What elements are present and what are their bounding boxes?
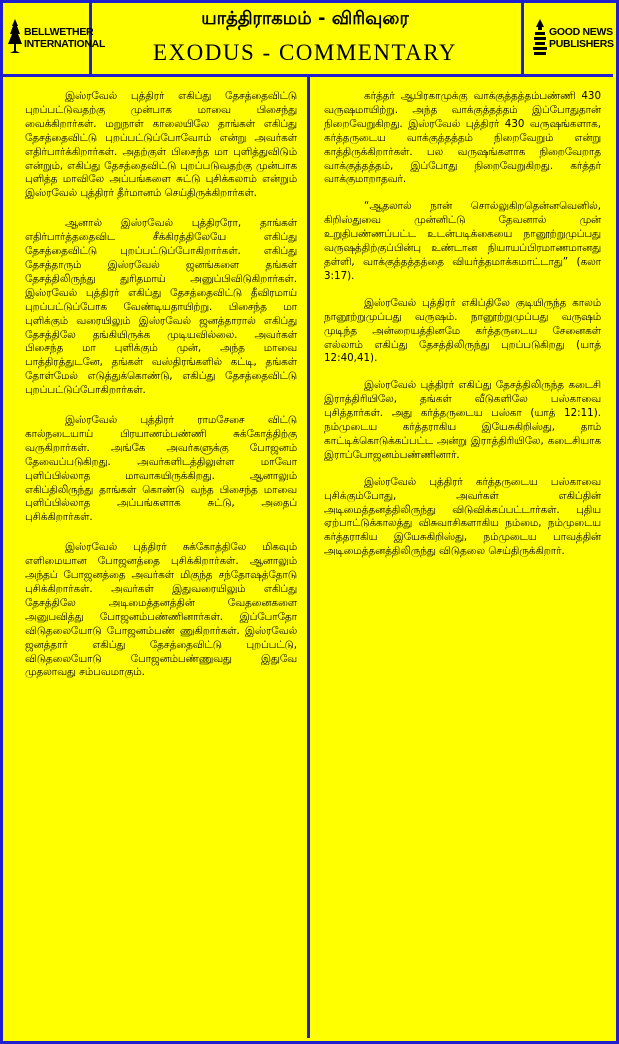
good-news-logo-line1: GOOD NEWS (549, 26, 613, 38)
paragraph: இஸ்ரவேல் புத்திரர் எகிப்திலே குடியிருந்த காலம் நானூற்றுமுப்பது வருஷம். நானூற்றுமுப்பது வருஷம் முடிந்த அன்றையத்தினமே கர்த்தருடைய சேனைகள் எல்லாம் எகிப்து தேசத்திலிருந்து புறப்படுகிறது (யாத் 12:40,41). (324, 296, 601, 365)
page-title-english: EXODUS - COMMENTARY (153, 40, 457, 65)
paragraph: ஆனால் இஸ்ரவேல் புத்திரரோ, தாங்கள் எதிர்பார்த்ததைவிட சீக்கிரத்திலேயே எகிப்து தேசத்தைவிட்டு புறப்பட்டுப்போகிறார்கள். எகிப்து தேசத்தாரும் இஸ்ரவேல் ஜனங்களை தங்கள் தேசத்திலிருந்து துரிதமாய் அனுப்பிவிடுகிறார்கள். இஸ்ரவேல் புத்திரர் எகிப்து தேசத்தைவிட்டு தீவிரமாய் புறப்பட்டுப்போக வேண்டியதாயிற்று. பிசைந்த மா புளிக்கும் வரையிலும் இஸ்ரவேல் ஜனத்தாரால் எகிப்து தேசத்திலே தங்கியிருக்க முடியவில்லை. அவர்கள் பிசைந்த மா புளிக்கும் முன், அந்த மாவை பாத்திரத்துடனே, தங்கள் வஸ்திரங்களில் கட்டி, தங்கள் தோள்மேல் எடுத்துக்கொண்டு, எகிப்து தேசத்தைவிட்டு புறப்பட்டுப்போகிறார்கள். (25, 217, 297, 397)
paragraph: இஸ்ரவேல் புத்திரர் கர்த்தருடைய பஸ்காவை புசிக்கும்போது, அவர்கள் எகிப்தின் அடிமைத்தனத்திலிருந்து விடுவிக்கப்பட்டார்கள். புதிய ஏற்பாட்டுக்காலத்து விசுவாசிகளாகிய நம்மை, நம்முடைய கர்த்தராகிய இயேசுகிறிஸ்து, நம்முடைய பாவத்தின் அடிமைத்தனத்திலிருந்து விடுதலை செய்திருக்கிறார். (324, 475, 601, 558)
bellwether-logo-line1: BELLWETHER (24, 26, 94, 38)
paragraph: இஸ்ரவேல் புத்திரர் சுக்கோத்திலே மிகவும் எளிமையான போஜனத்தை புசிக்கிறார்கள். ஆனாலும் அந்தப் போஜனத்தை அவர்கள் மிகுந்த சந்தோஷத்தோடு புசிக்கிறார்கள். அவர்கள் இதுவரையிலும் எகிப்து தேசத்திலே அடிமைத்தனத்தின் வேதனைகளை அனுபவித்து போஜனம்பண்ணினார்கள். இப்போதோ விடுதலையோடு போஜனம்பண் ணுகிறார்கள். இஸ்ரவேல் ஜனத்தார் எகிப்து தேசத்தைவிட்டு புறப்பட்டு, விடுதலையோடு போஜனம்பண்ணுவது இதுவே முதலாவது சம்பவமாகும். (25, 541, 297, 679)
page-header (0, 0, 613, 77)
bellwether-logo (0, 0, 106, 74)
paragraph: இஸ்ரவேல் புத்திரர் எகிப்து தேசத்தைவிட்டு புறப்பட்டுவதற்கு முன்பாக மாவை பிசைந்து வைக்கிறார்கள். மறுநாள் காலையிலே தாங்கள் எகிப்து தேசத்தைவிட்டு புறப்பட்டுப்போவோம் என்று அவர்கள் எதிர்பார்க்கிறார்கள். அதற்குள் பிசைந்த மா புளித்துவிடும் என்றும், எகிப்து தேசத்தைவிட்டு புறப்படுவதற்கு முன்பாக புளித்த மாவிலே அப்பங்களை சுட்டு புசிக்கலாம் என்றும் இஸ்ரவேல் புத்திரர் தீர்மானம் செய்திருக்கிறார்கள். (25, 90, 297, 200)
book-stack-icon (532, 18, 548, 56)
left-column (3, 77, 307, 696)
bellwether-logo-line2: INTERNATIONAL (24, 38, 106, 50)
right-column (310, 77, 613, 572)
paragraph: “ஆதலால் நான் சொல்லுகிறதென்னவெனில், கிறிஸ்துவை முன்னிட்டு தேவனால் முன் உறுதிபண்ணப்பட்ட உடன்படிக்கையை நானூற்றுமுப்பது வருஷத்திற்குப்பின்பு உண்டான நியாயப்பிரமாணமானது தள்ளி, வாக்குத்தத்தத்தை வியர்த்தமாக்கமாட்டாது” (கலா 3:17). (324, 200, 601, 282)
bellwether-icon (7, 18, 23, 54)
good-news-logo-text (549, 26, 614, 50)
title-area (92, 0, 518, 74)
good-news-logo (521, 0, 613, 74)
paragraph: கர்த்தர் ஆபிரகாமுக்கு வாக்குத்தத்தம்பண்ணி 430 வருஷமாயிற்று. அந்த வாக்குத்தத்தம் இப்போதுதான் நிறைவேறுகிறது. இஸ்ரவேல் புத்திரர் 430 வருஷங்களாக, கர்த்தருடைய வாக்குத்தத்தம் நிறைவேறும் என்று காத்திருக்கிறார்கள். பல வருஷங்களாக நிறைவேறாத வாக்குத்தத்தம், இப்போது நிறைவேறுகிறது. கர்த்தர் வாக்குமாறாதவர். (324, 90, 601, 186)
paragraph: இஸ்ரவேல் புத்திரர் எகிப்து தேசத்திலிருந்த கடைசி இராத்திரியிலே, தங்கள் வீடுகளிலே பஸ்காவை புசித்தார்கள். அது கர்த்தருடைய பஸ்கா (யாத் 12:11). நம்முடைய கர்த்தராகிய இயேசுகிறிஸ்து, தாம் காட்டிக்கொடுக்கப்பட்ட அன்று இராத்திரியிலே, கடைசியாக இராப்போஜனம்பண்ணினார். (324, 379, 601, 461)
paragraph: இஸ்ரவேல் புத்திரர் ராமசேசை விட்டு கால்நடையாய் பிரயாணம்பண்ணி சுக்கோத்திற்கு வருகிறார்கள். அங்கே அவர்களுக்கு போஜனம் தேவைப்படுகிறது. அவர்களிடத்திலுள்ள மாவோ புளிப்பில்லாத மாவாகயிருக்கிறது. ஆனாலும் எகிப்திலிருந்து தாங்கள் கொண்டு வந்த பிசைந்த மாவை புளிப்பில்லாத அப்பங்களாக சுட்டு, அதைப் புசிக்கிறார்கள். (25, 414, 297, 524)
good-news-logo-line2: PUBLISHERS (549, 38, 614, 50)
page-title-tamil: யாத்திராகமம் - விரிவுரை (201, 8, 409, 29)
